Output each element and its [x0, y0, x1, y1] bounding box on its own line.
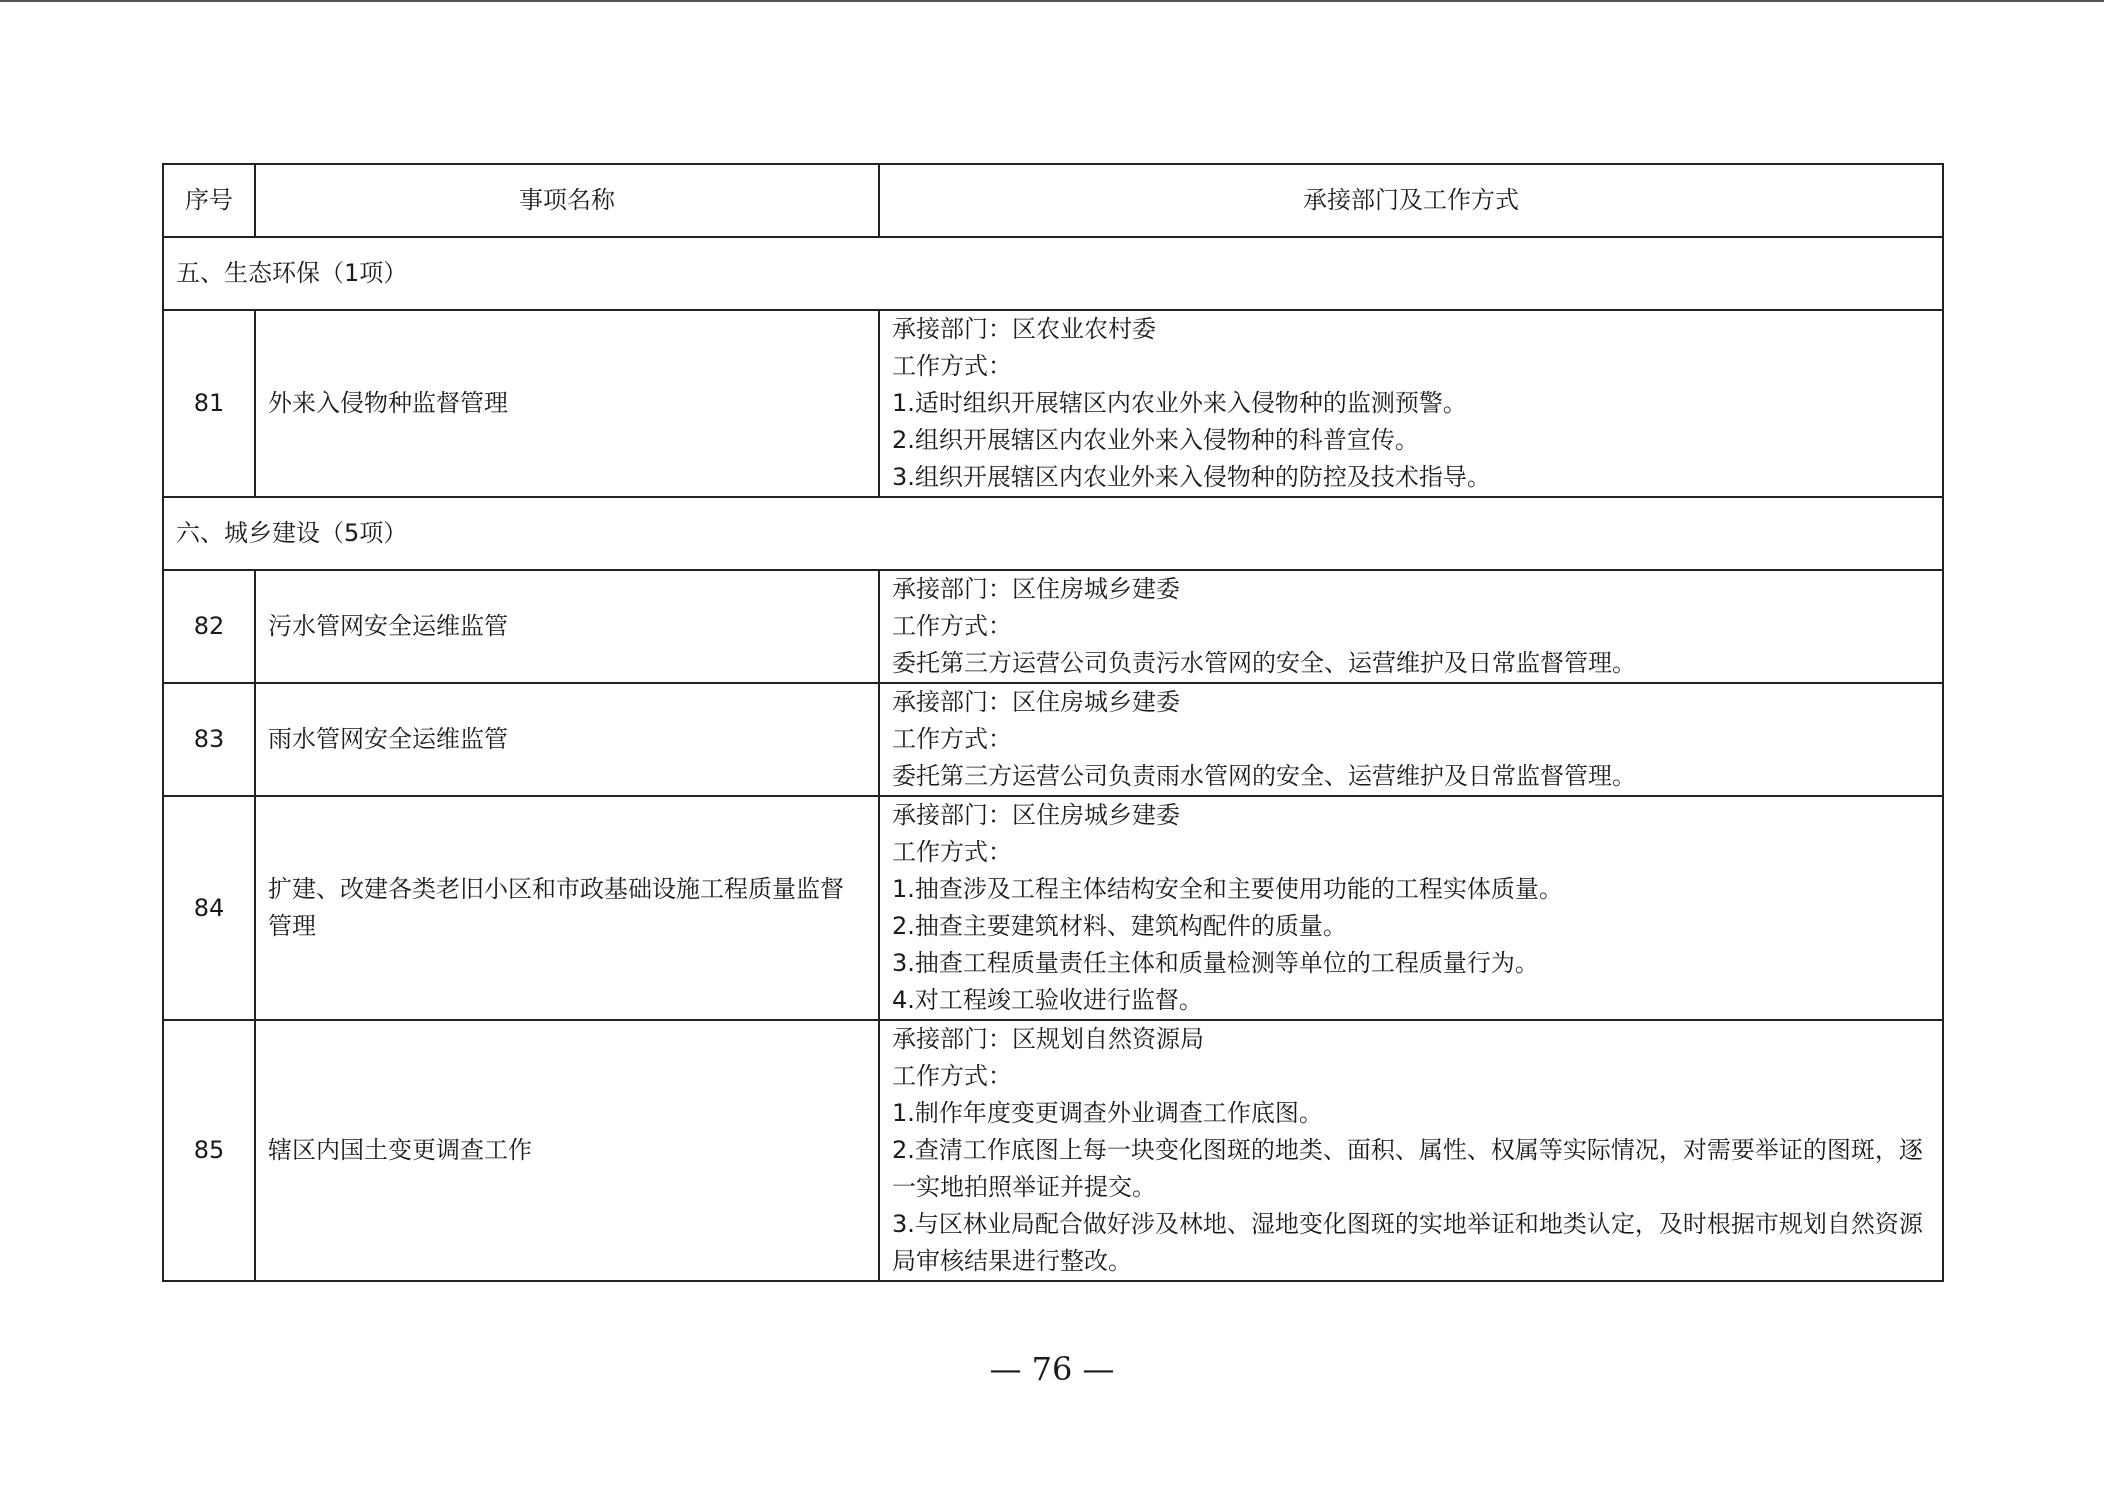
- method-line: 承接部门：区住房城乡建委: [892, 801, 1180, 829]
- table-header-row: [163, 164, 1943, 237]
- row-item-name: 污水管网安全运维监管: [255, 570, 879, 683]
- row-serial: 82: [163, 570, 255, 683]
- method-line: 承接部门：区住房城乡建委: [892, 688, 1180, 716]
- row-item-name: 辖区内国土变更调查工作: [255, 1020, 879, 1281]
- row-item-name: 扩建、改建各类老旧小区和市政基础设施工程质量监督管理: [255, 796, 879, 1020]
- section-title: 五、生态环保（1项）: [163, 237, 1943, 310]
- method-line: 1.制作年度变更调查外业调查工作底图。: [892, 1099, 1323, 1127]
- method-line: 1.适时组织开展辖区内农业外来入侵物种的监测预警。: [892, 389, 1467, 417]
- header-serial: 序号: [163, 164, 255, 237]
- items-table: [162, 163, 1944, 1282]
- method-line: 承接部门：区住房城乡建委: [892, 575, 1180, 603]
- section-row: [163, 237, 1943, 310]
- row-item-name: 外来入侵物种监督管理: [255, 310, 879, 497]
- row-serial: 85: [163, 1020, 255, 1281]
- header-department-method: 承接部门及工作方式: [879, 164, 1943, 237]
- top-border-line: [0, 0, 2104, 2]
- table-row: [163, 1020, 1943, 1281]
- row-method: [879, 310, 1943, 497]
- method-line: 3.组织开展辖区内农业外来入侵物种的防控及技术指导。: [892, 463, 1491, 491]
- method-line: 2.抽查主要建筑材料、建筑构配件的质量。: [892, 912, 1347, 940]
- method-line: 2.组织开展辖区内农业外来入侵物种的科普宣传。: [892, 426, 1419, 454]
- method-line: 4.对工程竣工验收进行监督。: [892, 986, 1203, 1014]
- table-row: [163, 310, 1943, 497]
- method-line: 工作方式：: [892, 1062, 1012, 1090]
- row-serial: 81: [163, 310, 255, 497]
- method-line: 2.查清工作底图上每一块变化图斑的地类、面积、属性、权属等实际情况，对需要举证的图斑，逐一实地拍照举证并提交。: [892, 1136, 1923, 1201]
- method-line: 工作方式：: [892, 725, 1012, 753]
- method-line: 工作方式：: [892, 838, 1012, 866]
- row-method: [879, 570, 1943, 683]
- row-method: [879, 683, 1943, 796]
- method-line: 工作方式：: [892, 352, 1012, 380]
- method-line: 3.抽查工程质量责任主体和质量检测等单位的工程质量行为。: [892, 949, 1539, 977]
- table-row: [163, 570, 1943, 683]
- row-serial: 83: [163, 683, 255, 796]
- method-line: 1.抽查涉及工程主体结构安全和主要使用功能的工程实体质量。: [892, 875, 1563, 903]
- method-line: 3.与区林业局配合做好涉及林地、湿地变化图斑的实地举证和地类认定，及时根据市规划自然资源局审核结果进行整改。: [892, 1210, 1923, 1275]
- page-number: — 76 —: [989, 1350, 1115, 1388]
- row-serial: 84: [163, 796, 255, 1020]
- header-item-name: 事项名称: [255, 164, 879, 237]
- method-line: 承接部门：区规划自然资源局: [892, 1025, 1204, 1053]
- method-line: 委托第三方运营公司负责污水管网的安全、运营维护及日常监督管理。: [892, 649, 1636, 677]
- row-method: [879, 1020, 1943, 1281]
- section-title: 六、城乡建设（5项）: [163, 497, 1943, 570]
- method-line: 委托第三方运营公司负责雨水管网的安全、运营维护及日常监督管理。: [892, 762, 1636, 790]
- table-row: [163, 683, 1943, 796]
- section-row: [163, 497, 1943, 570]
- method-line: 承接部门：区农业农村委: [892, 315, 1156, 343]
- table-row: [163, 796, 1943, 1020]
- method-line: 工作方式：: [892, 612, 1012, 640]
- row-item-name: 雨水管网安全运维监管: [255, 683, 879, 796]
- row-method: [879, 796, 1943, 1020]
